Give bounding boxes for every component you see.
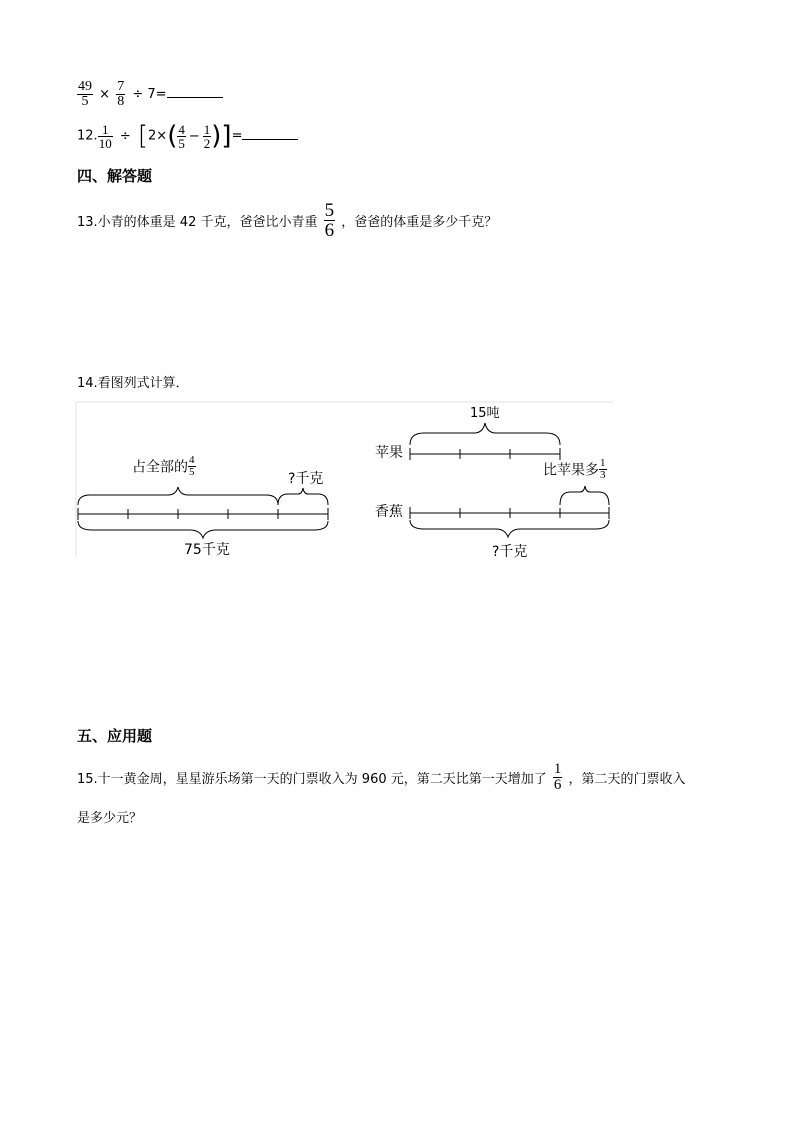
minus-sign: − xyxy=(188,128,200,144)
fraction-numerator: 7 xyxy=(117,79,125,94)
left-bottom-label: 75千克 xyxy=(184,542,230,558)
fraction-denominator: 2 xyxy=(203,135,211,151)
fraction-denominator: 6 xyxy=(553,777,562,793)
question-text-tail: ，第二天的门票收入 xyxy=(568,772,686,787)
banana-extra-text: 比苹果多 xyxy=(543,462,599,479)
fraction-4-5-diagram xyxy=(188,455,196,478)
fraction-numerator: 4 xyxy=(189,454,195,466)
right-paren: ) xyxy=(211,121,222,151)
left-upper-brace xyxy=(78,487,278,505)
left-unknown-label: ?千克 xyxy=(288,471,324,487)
question-number: 12. xyxy=(77,128,98,144)
fraction-numerator: 49 xyxy=(78,79,92,94)
banana-extra-label xyxy=(543,458,607,481)
fraction-denominator: 5 xyxy=(81,94,89,109)
fraction-numerator: 1 xyxy=(600,457,606,469)
two-times: 2× xyxy=(148,128,168,144)
divide-sign: ÷ xyxy=(119,128,131,144)
fraction-numerator: 1 xyxy=(203,121,211,137)
fraction-numerator: 1 xyxy=(553,761,562,777)
question-14-title: 14.看图列式计算． xyxy=(77,376,189,391)
question-text: 15.十一黄金周，星星游乐场第一天的门票收入为 960 元，第二天比第一天增加了 xyxy=(77,772,547,787)
fraction-denominator: 5 xyxy=(178,135,185,151)
apple-brace xyxy=(410,423,560,445)
left-top-text: 占全部的 xyxy=(132,459,188,476)
left-paren: ( xyxy=(167,121,178,151)
right-bracket: ] xyxy=(221,121,232,151)
left-top-label xyxy=(132,455,196,478)
fraction-denominator: 8 xyxy=(117,94,125,109)
left-lower-brace xyxy=(78,521,328,538)
left-small-brace xyxy=(278,488,328,505)
left-bracket: [ xyxy=(137,121,149,151)
fraction-1-3-diagram xyxy=(599,458,607,481)
banana-label: 香蕉 xyxy=(375,504,403,520)
question-text: 13.小青的体重是 42 千克，爸爸比小青重 xyxy=(77,215,318,230)
question-15-line-2: 是多少元？ xyxy=(77,811,143,826)
divide-part: ÷ 7= xyxy=(132,87,167,102)
banana-bottom-label: ?千克 xyxy=(492,544,528,560)
question-text-tail: ，爸爸的体重是多少千克？ xyxy=(341,215,498,230)
fraction-1-6 xyxy=(553,762,563,793)
banana-lower-brace xyxy=(410,520,609,537)
apple-label: 苹果 xyxy=(375,445,403,461)
fraction-numerator: 1 xyxy=(98,123,113,137)
fraction-denominator: 6 xyxy=(324,220,335,241)
banana-extra-brace xyxy=(560,486,609,505)
section-heading-5: 五、应用题 xyxy=(77,727,153,745)
equals-sign: = xyxy=(231,128,243,144)
fraction-denominator: 5 xyxy=(189,466,195,478)
apple-total-label: 15吨 xyxy=(470,406,500,421)
times-sign: × xyxy=(99,87,111,102)
fraction-numerator: 5 xyxy=(324,200,335,221)
fraction-denominator: 10 xyxy=(98,135,112,151)
fraction-denominator: 3 xyxy=(600,469,606,481)
fraction-numerator: 4 xyxy=(178,121,185,137)
section-heading-4: 四、解答题 xyxy=(77,167,153,185)
question-15-line-1 xyxy=(77,762,686,793)
